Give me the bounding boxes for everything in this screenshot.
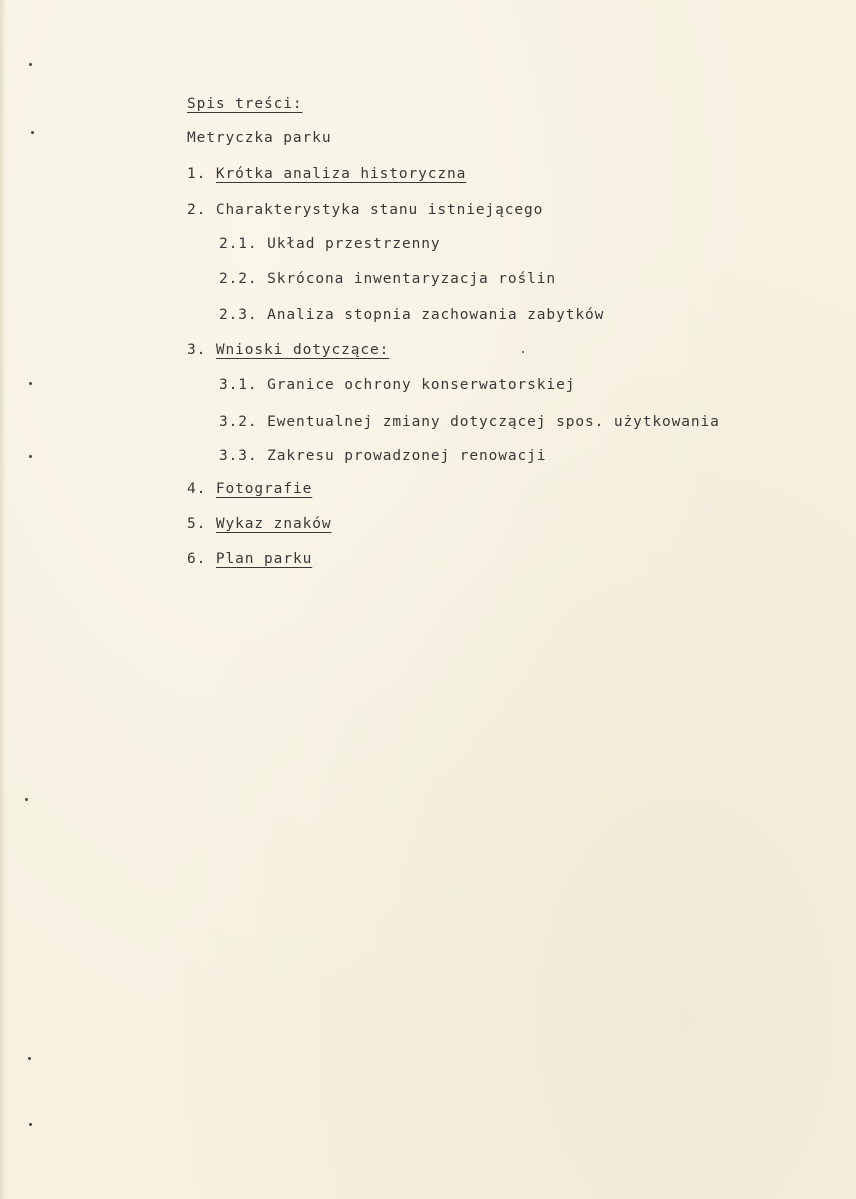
toc-item-number: 6. — [187, 551, 207, 567]
toc-item-3 — [187, 341, 389, 359]
toc-item-label: Układ przestrzenny — [267, 236, 441, 252]
toc-item-4 — [187, 480, 312, 498]
paper-speck — [29, 63, 32, 66]
paper-speck — [31, 131, 34, 134]
toc-item-label: Zakresu prowadzonej renowacji — [267, 448, 547, 464]
toc-item-number: 2. — [187, 202, 207, 218]
paper-speck — [522, 351, 524, 353]
toc-item-1 — [187, 165, 466, 183]
toc-item-metryczka — [187, 129, 331, 147]
toc-item-3-3 — [219, 447, 546, 465]
toc-item-number: 3.1. — [219, 377, 258, 393]
toc-item-label: Analiza stopnia zachowania zabytków — [267, 307, 605, 323]
page-edge-shadow — [0, 0, 6, 1199]
toc-item-label: Granice ochrony konserwatorskiej — [267, 377, 576, 393]
toc-item-3-2 — [219, 413, 720, 431]
toc-item-label: Skrócona inwentaryzacja roślin — [267, 271, 557, 287]
toc-item-label: Fotografie — [215, 481, 313, 497]
toc-item-label: Metryczka parku — [187, 130, 332, 146]
toc-item-6 — [187, 550, 312, 568]
paper-speck — [29, 382, 32, 385]
toc-heading-text: Spis treści: — [187, 96, 303, 112]
paper-speck — [25, 798, 28, 801]
toc-item-label: Charakterystyka stanu istniejącego — [215, 202, 544, 218]
toc-item-label: Krótka analiza historyczna — [215, 166, 467, 182]
toc-item-number: 3.3. — [219, 448, 258, 464]
toc-heading — [187, 95, 303, 113]
toc-item-label: Ewentualnej zmiany dotyczącej spos. użytkowania — [267, 414, 720, 430]
toc-item-label: Wnioski dotyczące: — [215, 342, 390, 358]
toc-item-number: 2.2. — [219, 271, 258, 287]
toc-item-number: 1. — [187, 166, 207, 182]
toc-item-2-1 — [219, 235, 441, 253]
toc-item-number: 5. — [187, 516, 207, 532]
paper-speck — [29, 1123, 32, 1126]
toc-item-2-3 — [219, 306, 604, 324]
paper-speck — [28, 1057, 31, 1060]
toc-item-number: 3.2. — [219, 414, 258, 430]
paper-speck — [29, 455, 32, 458]
toc-item-number: 3. — [187, 342, 207, 358]
toc-item-number: 4. — [187, 481, 207, 497]
toc-item-5 — [187, 515, 331, 533]
toc-item-2-2 — [219, 270, 556, 288]
toc-item-3-1 — [219, 376, 575, 394]
toc-item-number: 2.1. — [219, 236, 258, 252]
toc-item-2 — [187, 201, 543, 219]
toc-item-label: Wykaz znaków — [215, 516, 332, 532]
toc-item-label: Plan parku — [215, 551, 313, 567]
toc-item-number: 2.3. — [219, 307, 258, 323]
